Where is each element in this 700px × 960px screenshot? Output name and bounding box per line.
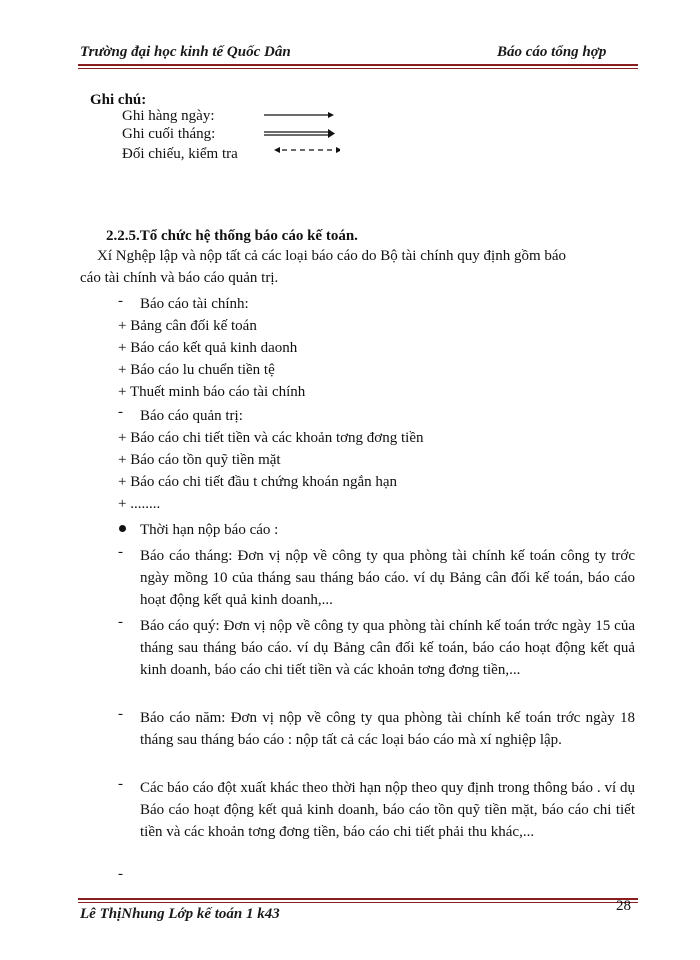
management-item: + Báo cáo chi tiết tiền và các khoản tơng đơng tiền [118,430,424,446]
management-item: + Báo cáo tồn quỹ tiền mặt [118,452,281,468]
header-school-name: Trường đại học kinh tế Quốc Dân [80,44,291,60]
bullet-icon [119,525,126,532]
intro-line-2: cáo tài chính và báo cáo quản trị. [80,270,279,286]
section-heading: 2.2.5.Tổ chức hệ thống báo cáo kế toán. [106,228,358,244]
dash-marker: - [118,866,123,882]
monthly-arrow-icon [264,129,335,138]
deadline-title: Thời hạn nộp báo cáo : [140,522,279,538]
management-title: Báo cáo quản trị: [140,408,243,424]
financial-item: + Thuết minh báo cáo tài chính [118,384,306,400]
financial-title: Báo cáo tài chính: [140,296,249,312]
management-item: + Báo cáo chi tiết đầu t chứng khoán ngắn hạn [118,474,398,490]
deadline-yearly: Báo cáo năm: Đơn vị nộp về công ty qua phòng tài chính kế toán trớc ngày 18 tháng sau tháng báo cáo : nộp tất cả các loại báo cáo mà xí nghiệp lập. [140,710,635,748]
deadline-monthly: Báo cáo tháng: Đơn vị nộp về công ty qua phòng tài chính kế toán công ty trớc ngày mồng 10 của tháng sau tháng báo cáo. ví dụ Bảng cân đối kế toán, báo cáo hoạt động kết quả kinh doanh,... [140,548,635,608]
check-arrow-icon [274,147,340,153]
page-number: 28 [616,898,631,914]
footer-rule-bottom [78,902,638,903]
deadline-quarterly: Báo cáo quý: Đơn vị nộp về công ty qua phòng tài chính kế toán trớc ngày 15 của tháng sau tháng báo cáo. ví dụ Bảng cân đối kế toán, báo cáo hoạt động kết quả kinh doanh, báo cáo chi tiết tiền và các khoản tơng đơng tiền,... [140,618,635,678]
dash-marker: - [118,404,123,420]
dash-marker: - [118,544,123,560]
management-item: + ........ [118,496,161,512]
legend-daily-label: Ghi hàng ngày: [122,108,215,124]
legend-title: Ghi chú: [90,92,147,108]
financial-item: + Báo cáo kết quả kinh daonh [118,340,298,356]
header-rule-top [78,64,638,66]
deadline-adhoc: Các báo cáo đột xuất khác theo thời hạn nộp theo quy định trong thông báo . ví dụ Báo cáo hoạt động kết quả kinh doanh, báo cáo tồn quỹ tiền mặt, báo cáo chi tiết tiền và các khoản tơng đơng tiền, báo cáo chi tiết phải thu khác,... [140,780,635,840]
legend-monthly-label: Ghi cuối tháng: [122,126,216,142]
financial-item: + Bảng cân đối kế toán [118,318,257,334]
legend-arrows [260,108,340,158]
daily-arrow-icon [264,112,334,118]
dash-marker: - [118,706,123,722]
footer-author: Lê ThịNhung Lớp kế toán 1 k43 [80,906,280,922]
legend-check-label: Đối chiếu, kiểm tra [122,146,238,162]
dash-marker: - [118,614,123,630]
header-report-title: Báo cáo tổng hợp [497,44,607,60]
header-rule-bottom [78,68,638,69]
footer-rule-top [78,898,638,900]
financial-item: + Báo cáo lu chuển tiền tệ [118,362,275,378]
dash-marker: - [118,776,123,792]
dash-marker: - [118,293,123,309]
intro-line-1: Xí Nghệp lập và nộp tất cả các loại báo cáo do Bộ tài chính quy định gồm báo [97,248,567,264]
